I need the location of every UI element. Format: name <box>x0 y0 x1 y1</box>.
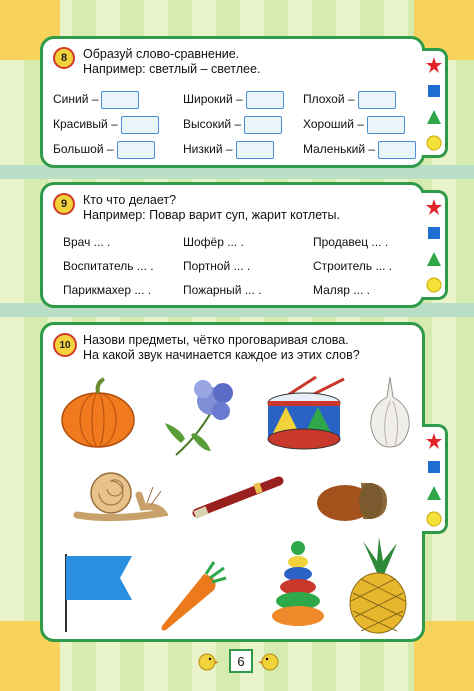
triangle-icon <box>426 109 442 125</box>
word: Плохой – <box>303 92 355 107</box>
drum-image <box>258 373 350 453</box>
word: Синий – <box>53 92 99 107</box>
circle-icon <box>426 135 442 151</box>
word: Продавец ... . <box>313 235 389 249</box>
word: Большой – <box>53 142 114 157</box>
garlic-image <box>363 373 418 451</box>
word: Шофёр ... . <box>183 235 244 249</box>
star-icon <box>426 433 442 449</box>
answer-box[interactable] <box>246 91 284 109</box>
exercise-number: 10 <box>53 333 77 357</box>
square-icon <box>426 225 442 241</box>
answer-box[interactable] <box>101 91 139 109</box>
word: Широкий – <box>183 92 243 107</box>
exercise-10-card <box>40 322 425 642</box>
lilac-image <box>161 373 241 461</box>
pineapple-image <box>343 537 413 635</box>
square-icon <box>426 459 442 475</box>
answer-box[interactable] <box>117 141 155 159</box>
exercise-title: Кто что делает? Например: Повар варит суп, жарит котлеты. <box>83 193 340 222</box>
word: Парикмахер ... . <box>63 283 152 297</box>
exercise-8-card <box>40 36 425 168</box>
answer-box[interactable] <box>367 116 405 134</box>
word: Воспитатель ... . <box>63 259 154 273</box>
shape-tab <box>422 190 448 300</box>
word: Высокий – <box>183 117 242 132</box>
shape-tab <box>422 424 448 534</box>
exercise-number: 8 <box>53 47 75 69</box>
chick-icon <box>258 648 282 672</box>
snail-image <box>73 467 168 522</box>
pen-image <box>191 475 286 520</box>
acorn-image <box>313 467 393 527</box>
triangle-icon <box>426 485 442 501</box>
star-icon <box>426 199 442 215</box>
exercise-number: 9 <box>53 193 75 215</box>
square-icon <box>426 83 442 99</box>
exercise-title: Назови предметы, чётко проговаривая слова. На какой звук начинается каждое из этих слов? <box>83 333 360 362</box>
answer-box[interactable] <box>244 116 282 134</box>
word: Маленький – <box>303 142 376 157</box>
word: Маляр ... . <box>313 283 370 297</box>
answer-box[interactable] <box>378 141 416 159</box>
word: Хороший – <box>303 117 364 132</box>
exercise-9-card <box>40 182 425 308</box>
word: Пожарный ... . <box>183 283 262 297</box>
shape-tab <box>422 48 448 158</box>
circle-icon <box>426 277 442 293</box>
answer-box[interactable] <box>121 116 159 134</box>
carrot-image <box>158 560 228 635</box>
flag-image <box>58 550 138 635</box>
pumpkin-image <box>58 375 138 450</box>
word: Строитель ... . <box>313 259 393 273</box>
word: Красивый – <box>53 117 118 132</box>
answer-box[interactable] <box>236 141 274 159</box>
pyramid-toy-image <box>268 540 328 630</box>
star-icon <box>426 57 442 73</box>
word: Низкий – <box>183 142 233 157</box>
word: Врач ... . <box>63 235 111 249</box>
circle-icon <box>426 511 442 527</box>
exercise-title: Образуй слово-сравнение. Например: светлый – светлее. <box>83 47 261 76</box>
answer-box[interactable] <box>358 91 396 109</box>
page-number: 6 <box>229 649 253 673</box>
word: Портной ... . <box>183 259 251 273</box>
chick-icon <box>195 648 219 672</box>
triangle-icon <box>426 251 442 267</box>
